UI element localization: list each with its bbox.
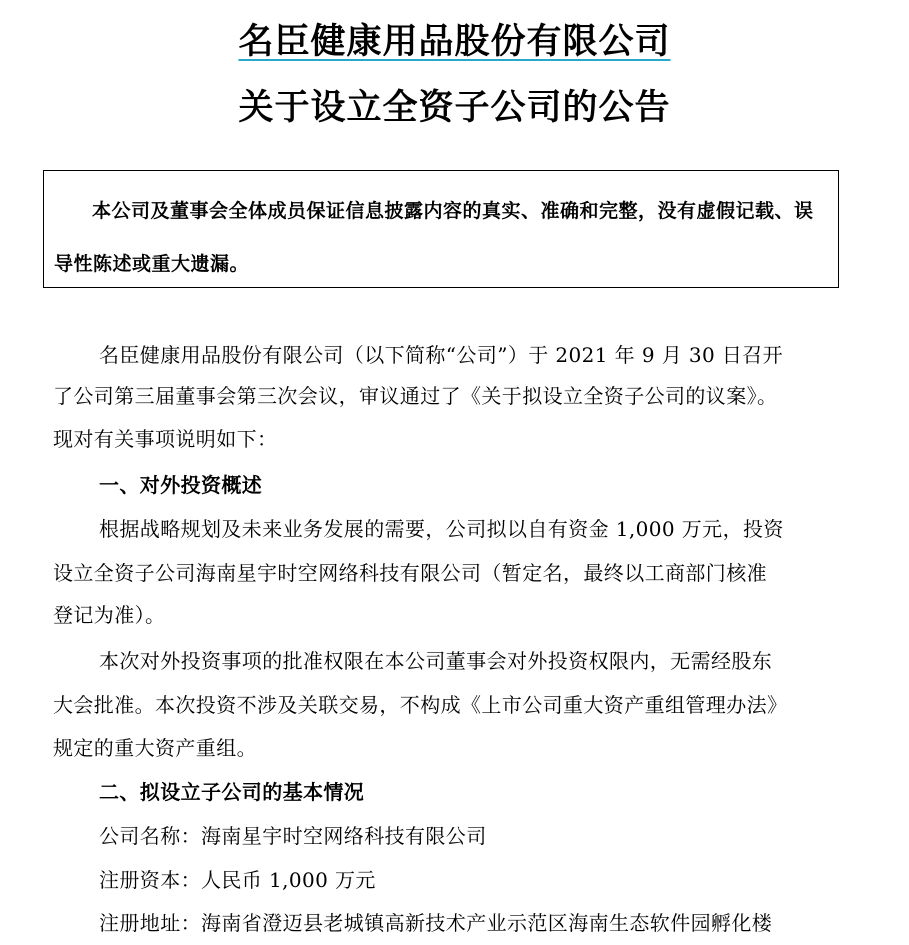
registered-capital-line: 注册资本：人民币 1,000 万元	[99, 868, 376, 892]
paragraph-3-line-2: 大会批准。本次投资不涉及关联交易，不构成《上市公司重大资产重组管理办法》	[53, 693, 788, 717]
disclaimer-notice-box: 本公司及董事会全体成员保证信息披露内容的真实、准确和完整，没有虚假记载、误导性陈述或重大遗漏。	[43, 170, 839, 288]
paragraph-1-line-3: 现对有关事项说明如下：	[53, 427, 278, 451]
paragraph-2-line-2: 设立全资子公司海南星宇时空网络科技有限公司（暂定名，最终以工商部门核准	[53, 561, 767, 585]
paragraph-3-line-1: 本次对外投资事项的批准权限在本公司董事会对外投资权限内，无需经股东	[99, 649, 773, 673]
document-title-line-1	[0, 20, 909, 64]
section-1-heading: 一、对外投资概述	[99, 473, 263, 497]
paragraph-1-line-2: 了公司第三届董事会第三次会议，审议通过了《关于拟设立全资子公司的议案》。	[53, 384, 778, 408]
company-name-line: 公司名称：海南星宇时空网络科技有限公司	[99, 824, 487, 848]
company-name-title: 名臣健康用品股份有限公司	[238, 22, 671, 62]
paragraph-3-line-3: 规定的重大资产重组。	[53, 736, 257, 760]
registered-address-line: 注册地址：海南省澄迈县老城镇高新技术产业示范区海南生态软件园孵化楼	[99, 911, 773, 935]
paragraph-1-line-1: 名臣健康用品股份有限公司（以下简称“公司”）于 2021 年 9 月 30 日召开	[99, 343, 784, 367]
document-title-line-2: 关于设立全资子公司的公告	[238, 88, 671, 128]
paragraph-2-line-1: 根据战略规划及未来业务发展的需要，公司拟以自有资金 1,000 万元，投资	[99, 517, 784, 541]
paragraph-2-line-3: 登记为准）。	[53, 603, 166, 627]
section-2-heading: 二、拟设立子公司的基本情况	[99, 780, 365, 804]
